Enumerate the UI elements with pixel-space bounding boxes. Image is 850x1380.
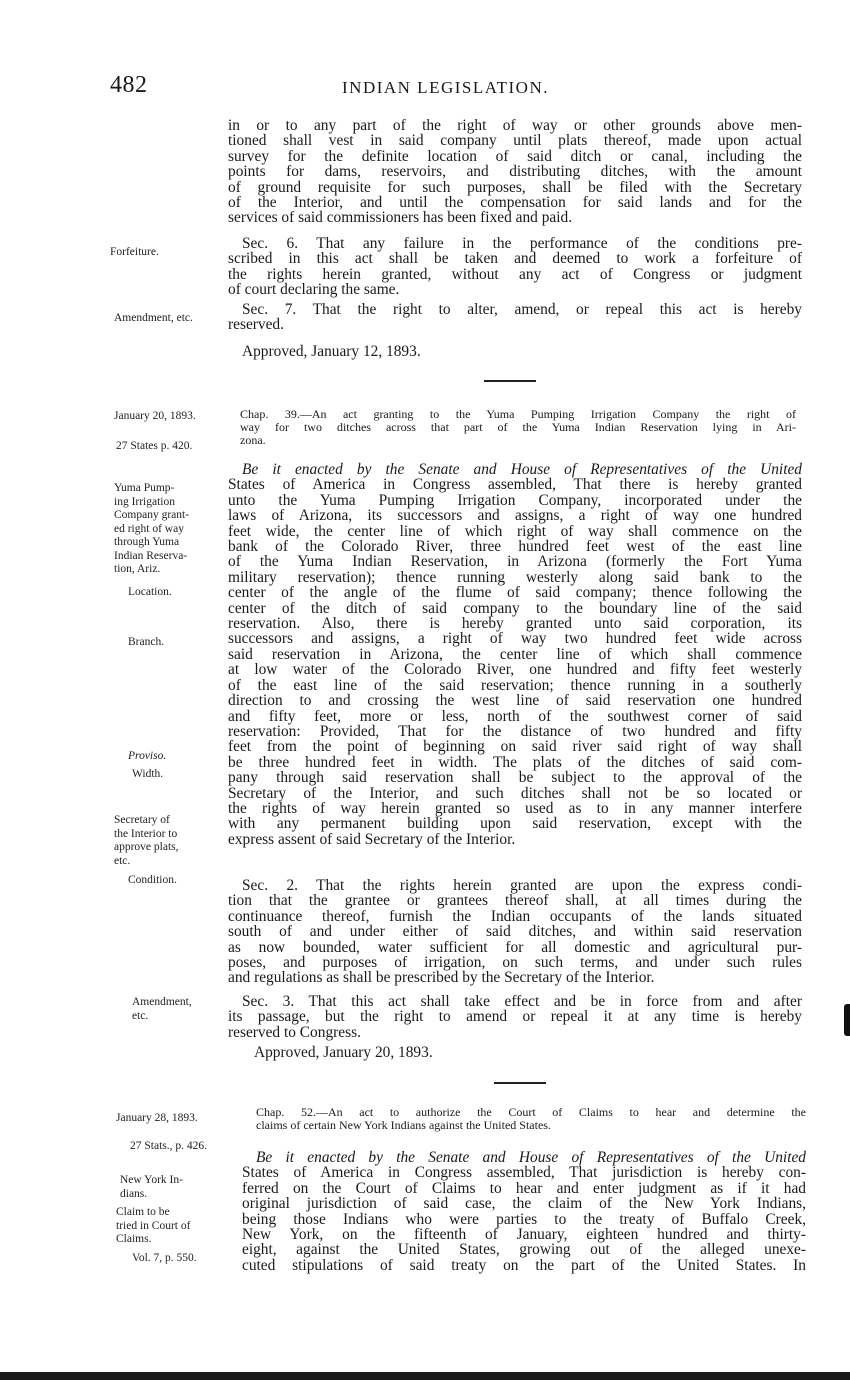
margin-note-yuma-grant	[114, 482, 189, 577]
text-line: survey for the definite location of said ditch or canal, including the	[228, 147, 802, 165]
margin-line: tried in Court of	[116, 1219, 191, 1232]
text-line: reservation. Also, there is hereby granted unto said corporation, its	[228, 615, 802, 633]
chapter-39-enacting-clause	[228, 462, 802, 847]
margin-note-new-york-indians	[120, 1174, 183, 1201]
margin-line: Indian Reserva-	[114, 549, 188, 562]
text-line: eight, against the United States, growing out of the alleged unexe-	[242, 1241, 806, 1259]
approved-line: Approved, January 20, 1893.	[254, 1044, 433, 1061]
enacting-italic: Be it enacted by the Senate and House of Representatives of the United	[256, 1149, 806, 1166]
text-line: poses, and purposes of irrigation, on such terms, and under such rules	[228, 954, 802, 972]
running-head: INDIAN LEGISLATION.	[342, 78, 549, 97]
text-line: continuance thereof, furnish the Indian occupants of the lands situated	[228, 907, 802, 925]
text-line: Secretary of the Interior, and such ditches shall not be so located or	[228, 784, 802, 802]
text-line: and fifty feet, more or less, north of the southwest corner of said	[228, 707, 802, 725]
margin-note-forfeiture: Forfeiture.	[110, 246, 159, 258]
text-line: center of the ditch of said company to the boundary line of the said	[228, 599, 802, 617]
text-line: center of the angle of the flume of said company; thence following the	[228, 584, 802, 602]
text-line: direction to and crossing the west line of said reservation one hundred	[228, 692, 802, 710]
chapter-line: claims of certain New York Indians against the United States.	[256, 1118, 551, 1132]
chapter-39-heading	[240, 408, 796, 447]
page-number: 482	[110, 72, 148, 98]
text-line: services of said commissioners has been fixed and paid.	[228, 209, 573, 227]
chapter-line: Chap. 39.—An act granting to the Yuma Pumping Irrigation Company the right of	[240, 407, 796, 421]
margin-line: through Yuma	[114, 536, 180, 548]
margin-note-branch: Branch.	[128, 636, 165, 648]
text-line: laws of Arizona, its successors and assigns, a right of way one hundred	[228, 507, 802, 525]
text-line: of ground requisite for such purposes, shall be filed with the Secretary	[228, 178, 802, 196]
margin-line: Claims.	[116, 1233, 152, 1245]
scan-bottom-edge	[0, 1372, 850, 1380]
margin-line: dians.	[120, 1187, 148, 1200]
margin-line: etc.	[114, 854, 131, 867]
margin-note-secretary	[114, 814, 179, 868]
text-line: in or to any part of the right of way or other grounds above men-	[228, 117, 802, 134]
text-line: Sec. 6. That any failure in the performance of the conditions pre-	[242, 235, 802, 252]
text-line: New York, on the fifteenth of January, eighteen hundred and thirty-	[242, 1226, 806, 1244]
scan-edge-mark	[844, 1004, 850, 1036]
margin-line: approve plats,	[114, 841, 179, 853]
text-line: of the east line of the said reservation; thence running in a southerly	[228, 676, 802, 694]
text-line: the rights herein granted, without any act of Congress or judgment	[228, 265, 802, 283]
text-line: original jurisdiction of said case, the claim of the New York Indians,	[242, 1195, 806, 1213]
text-line: be three hundred feet in width. The plats of the ditches of said com-	[228, 753, 802, 771]
margin-note-amendment-2	[132, 996, 192, 1023]
chapter-52-heading	[256, 1106, 806, 1132]
chapter-39-section-2	[228, 878, 802, 986]
margin-note-volume: Vol. 7, p. 550.	[132, 1252, 197, 1264]
text-line: its passage, but the right to amend or repeal it at any time is hereby	[228, 1008, 802, 1026]
enacting-italic: Be it enacted by the Senate and House of Representatives of the United	[242, 461, 802, 478]
text-line: being those Indians who were parties to the treaty of Buffalo Creek,	[242, 1210, 806, 1228]
text-line: as now bounded, water sufficient for all domestic and agricultural pur-	[228, 938, 802, 956]
margin-note-claim	[116, 1206, 190, 1247]
chapter-line: Chap. 52.—An act to authorize the Court of Claims to hear and determine the	[256, 1105, 806, 1119]
text-line: tion that the grantee or grantees thereof shall, at all times during the	[228, 892, 802, 910]
margin-line: ing Irrigation	[114, 495, 175, 508]
text-line: tioned shall vest in said company until plats thereof, made upon actual	[228, 132, 802, 150]
chapter-line: zona.	[240, 433, 266, 447]
margin-line: the Interior to	[114, 827, 178, 840]
text-line	[228, 462, 802, 477]
text-line: the rights of way herein granted so used as to in any manner interfere	[228, 799, 802, 817]
margin-citation: 27 States p. 420.	[116, 440, 193, 452]
text-line: Sec. 7. That the right to alter, amend, or repeal this act is hereby	[242, 301, 802, 318]
text-line: cuted stipulations of said treaty on the part of the United States. In	[242, 1256, 806, 1274]
text-line: scribed in this act shall be taken and deemed to work a forfeiture of	[228, 250, 802, 268]
chapter-52-enacting-clause	[242, 1150, 806, 1273]
text-line: of the Interior, and until the compensation for said lands and for the	[228, 194, 802, 212]
text-line: reserved to Congress.	[228, 1023, 361, 1041]
chapter-line: way for two ditches across that part of the Yuma Indian Reservation lying in Ari-	[240, 420, 796, 434]
margin-line: Secretary of	[114, 814, 170, 826]
section-divider	[484, 380, 536, 382]
text-line: feet wide, the center line of which right of way shall commence on the	[228, 522, 802, 540]
section-divider	[494, 1082, 546, 1084]
text-line: States of America in Congress assembled, That jurisdiction is hereby con-	[242, 1164, 806, 1182]
text-line: at low water of the Colorado River, one hundred and fifty feet westerly	[228, 661, 802, 679]
approved-line: Approved, January 12, 1893.	[242, 343, 421, 360]
text-line: reservation: Provided, That for the distance of two hundred and fifty	[228, 722, 802, 740]
text-line: said reservation in Arizona, the center line of which shall commence	[228, 645, 802, 663]
continuation-paragraph	[228, 118, 802, 226]
margin-note-width: Width.	[132, 768, 164, 780]
text-line: bank of the Colorado River, three hundred feet west of the east line	[228, 538, 802, 556]
margin-citation: 27 Stats., p. 426.	[130, 1140, 207, 1152]
page-header	[110, 72, 810, 102]
text-line: Sec. 3. That this act shall take effect and be in force from and after	[242, 993, 802, 1010]
text-line: States of America in Congress assembled, That there is hereby granted	[228, 476, 802, 494]
text-line: south of and under either of said ditches, and within said reservation	[228, 923, 802, 941]
text-line: feet from the point of beginning on said river said right of way shall	[228, 738, 802, 756]
text-line: points for dams, reservoirs, and distributing ditches, with the amount	[228, 163, 802, 181]
margin-note-proviso: Proviso.	[128, 750, 167, 762]
margin-line: ed right of way	[114, 522, 184, 535]
section-6	[228, 236, 802, 298]
margin-line: New York In-	[120, 1174, 183, 1186]
text-line: of the Yuma Indian Reservation, in Arizona (formerly the Fort Yuma	[228, 553, 802, 571]
text-line: and regulations as shall be prescribed by the Secretary of the Interior.	[228, 969, 655, 987]
margin-line: etc.	[132, 1009, 149, 1022]
text-line: successors and assigns, a right of way two hundred feet wide across	[228, 630, 802, 648]
margin-line: Amendment,	[132, 996, 192, 1008]
text-line: military reservation); thence running westerly along said bank to the	[228, 568, 802, 586]
margin-line: Company grant-	[114, 509, 190, 521]
margin-note-location: Location.	[128, 586, 172, 598]
chapter-39-section-3	[228, 994, 802, 1040]
text-line: reserved.	[228, 316, 284, 334]
section-7	[228, 302, 802, 333]
text-line	[242, 1150, 806, 1165]
text-line: unto the Yuma Pumping Irrigation Company, incorporated under the	[228, 491, 802, 509]
text-line: of court declaring the same.	[228, 281, 400, 299]
text-line: ferred on the Court of Claims to hear and enter judgment as if it had	[242, 1179, 806, 1197]
margin-note-condition: Condition.	[128, 874, 177, 886]
margin-line: Yuma Pump-	[114, 482, 175, 494]
text-line: pany through said reservation shall be subject to the approval of the	[228, 769, 802, 787]
margin-date: January 28, 1893.	[116, 1112, 198, 1124]
margin-line: tion, Ariz.	[114, 563, 161, 575]
text-line: express assent of said Secretary of the Interior.	[228, 830, 516, 848]
text-line: Sec. 2. That the rights herein granted are upon the express condi-	[242, 877, 802, 894]
margin-note-amendment: Amendment, etc.	[114, 312, 193, 324]
margin-line: Claim to be	[116, 1206, 170, 1218]
margin-date: January 20, 1893.	[114, 410, 196, 422]
text-line: with any permanent building upon said reservation, except with the	[228, 815, 802, 833]
